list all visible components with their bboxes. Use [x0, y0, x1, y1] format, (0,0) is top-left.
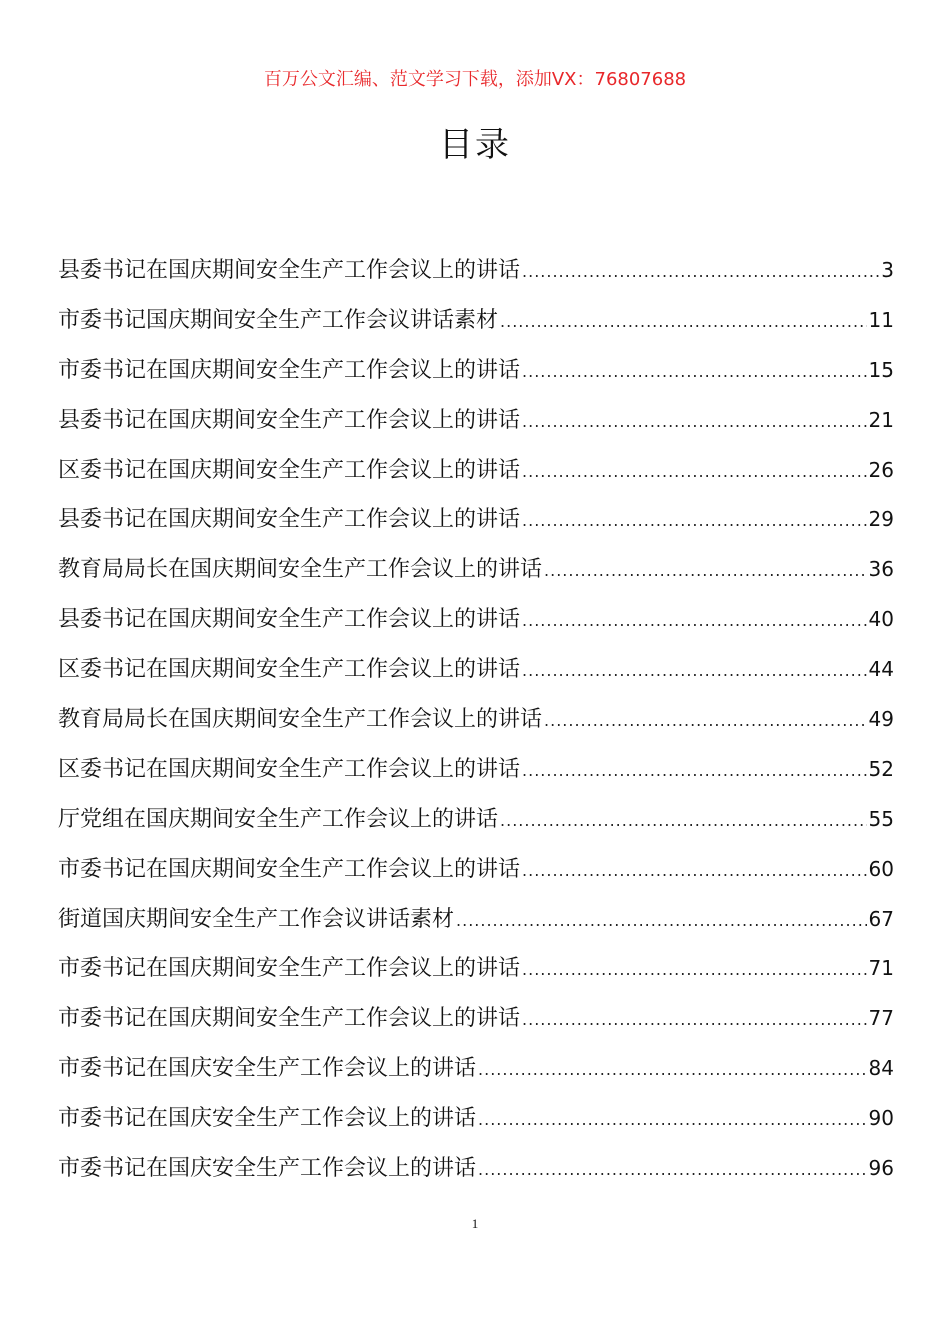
- dot-leader: [522, 651, 867, 691]
- toc-entry-page: 71: [868, 956, 894, 981]
- toc-entry-page: 15: [868, 357, 894, 382]
- toc-entry-title: 区委书记在国庆期间安全生产工作会议上的讲话: [58, 457, 521, 483]
- toc-entry-title: 区委书记在国庆期间安全生产工作会议上的讲话: [58, 756, 521, 782]
- toc-entry[interactable]: [58, 1148, 894, 1198]
- toc-entry[interactable]: [58, 799, 894, 849]
- toc-entry-page: 11: [868, 307, 894, 332]
- dot-leader: [478, 1150, 867, 1190]
- toc-entry[interactable]: [58, 599, 894, 649]
- dot-leader: [522, 452, 867, 492]
- dot-leader: [544, 551, 867, 591]
- toc-entry-title: 市委书记在国庆安全生产工作会议上的讲话: [58, 1156, 477, 1182]
- toc-entry-page: 21: [868, 407, 894, 432]
- toc-entry-page: 67: [868, 906, 894, 931]
- dot-leader: [522, 751, 867, 791]
- toc-entry-title: 区委书记在国庆期间安全生产工作会议上的讲话: [58, 657, 521, 683]
- page-number: 1: [471, 1216, 479, 1231]
- dot-leader: [522, 601, 867, 641]
- dot-leader: [478, 1050, 867, 1090]
- toc-entry-title: 县委书记在国庆期间安全生产工作会议上的讲话: [58, 258, 521, 283]
- dot-leader: [522, 950, 867, 990]
- toc-entry-page: 84: [868, 1056, 894, 1081]
- toc-entry-page: 55: [868, 806, 894, 831]
- toc-entry-title: 市委书记在国庆安全生产工作会议上的讲话: [58, 1106, 477, 1132]
- dot-leader: [500, 302, 867, 342]
- toc-entry-page: 52: [868, 756, 894, 781]
- table-of-contents: [58, 250, 894, 1198]
- toc-entry[interactable]: [58, 450, 894, 500]
- toc-entry[interactable]: [58, 749, 894, 799]
- toc-entry-title: 市委书记国庆期间安全生产工作会议讲话素材: [58, 307, 499, 333]
- toc-entry-title: 街道国庆期间安全生产工作会议讲话素材: [58, 906, 455, 932]
- toc-entry-page: 60: [868, 856, 894, 881]
- toc-entry[interactable]: [58, 350, 894, 400]
- toc-entry[interactable]: [58, 300, 894, 350]
- dot-leader: [500, 801, 867, 841]
- toc-entry[interactable]: [58, 699, 894, 749]
- toc-entry-page: 29: [868, 507, 894, 532]
- toc-entry[interactable]: [58, 1098, 894, 1148]
- toc-entry-page: 36: [868, 557, 894, 582]
- dot-leader: [522, 352, 867, 392]
- dot-leader: [522, 501, 867, 541]
- toc-entry[interactable]: [58, 250, 894, 300]
- toc-entry[interactable]: [58, 499, 894, 549]
- toc-entry[interactable]: [58, 1048, 894, 1098]
- toc-entry-page: 49: [868, 707, 894, 732]
- toc-entry-page: 44: [868, 657, 894, 682]
- toc-entry-title: 县委书记在国庆期间安全生产工作会议上的讲话: [58, 607, 521, 633]
- toc-entry-title: 教育局局长在国庆期间安全生产工作会议上的讲话: [58, 557, 543, 583]
- dot-leader: [544, 701, 867, 741]
- toc-entry[interactable]: [58, 549, 894, 599]
- toc-entry-title: 县委书记在国庆期间安全生产工作会议上的讲话: [58, 507, 521, 533]
- toc-entry-page: 90: [868, 1106, 894, 1131]
- toc-entry[interactable]: [58, 849, 894, 899]
- toc-entry-title: 市委书记在国庆期间安全生产工作会议上的讲话: [58, 956, 521, 982]
- dot-leader: [478, 1100, 867, 1140]
- dot-leader: [522, 402, 867, 442]
- dot-leader: [522, 252, 879, 292]
- toc-entry-title: 县委书记在国庆期间安全生产工作会议上的讲话: [58, 407, 521, 433]
- toc-entry[interactable]: [58, 899, 894, 949]
- toc-entry-page: 40: [868, 607, 894, 632]
- toc-entry[interactable]: [58, 948, 894, 998]
- toc-entry-page: 26: [868, 457, 894, 482]
- toc-entry-page: 3: [881, 258, 894, 282]
- toc-entry-title: 市委书记在国庆安全生产工作会议上的讲话: [58, 1056, 477, 1082]
- page-title: 目录: [439, 125, 511, 165]
- toc-entry[interactable]: [58, 998, 894, 1048]
- dot-leader: [522, 851, 867, 891]
- toc-entry[interactable]: [58, 649, 894, 699]
- toc-entry[interactable]: [58, 400, 894, 450]
- toc-entry-title: 厅党组在国庆期间安全生产工作会议上的讲话: [58, 806, 499, 832]
- dot-leader: [456, 901, 867, 941]
- promo-header: 百万公文汇编、范文学习下载，添加VX：76807688: [263, 69, 687, 90]
- toc-entry-page: 96: [868, 1156, 894, 1181]
- toc-entry-page: 77: [868, 1006, 894, 1031]
- toc-entry-title: 市委书记在国庆期间安全生产工作会议上的讲话: [58, 856, 521, 882]
- dot-leader: [522, 1000, 867, 1040]
- toc-entry-title: 教育局局长在国庆期间安全生产工作会议上的讲话: [58, 707, 543, 733]
- toc-entry-title: 市委书记在国庆期间安全生产工作会议上的讲话: [58, 357, 521, 383]
- toc-entry-title: 市委书记在国庆期间安全生产工作会议上的讲话: [58, 1006, 521, 1032]
